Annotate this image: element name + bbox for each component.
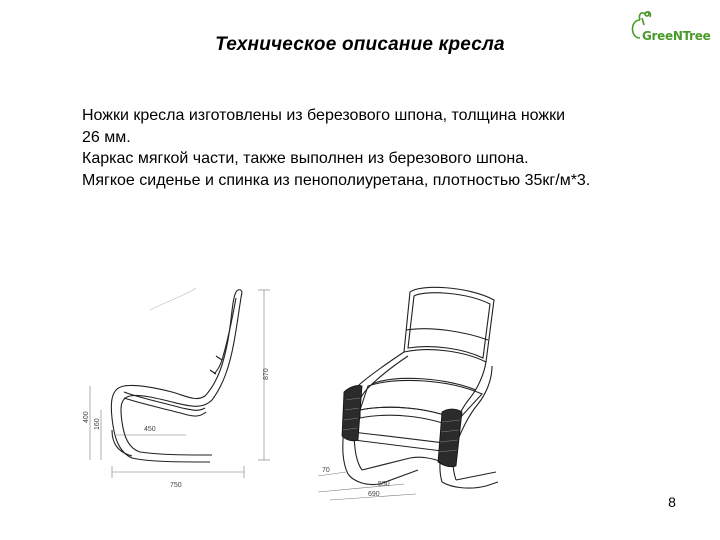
- dim-seat-height-top-label: 400: [83, 411, 90, 423]
- description-line: Ножки кресла изготовлены из березового шпона, толщина ножки: [82, 107, 566, 124]
- description-line: Мягкое сиденье и спинка из пенополиуретана, плотностью 35кг/м*3.: [82, 171, 591, 189]
- side-view-dimensions: [90, 288, 270, 478]
- chair-front-view: [343, 287, 498, 488]
- page-number: 8: [668, 494, 676, 510]
- dim-length-label: 750: [170, 482, 182, 489]
- chair-side-view: [111, 290, 242, 462]
- dim-b-label: 550: [378, 481, 390, 488]
- dim-seat-height-low-label: 160: [94, 418, 101, 430]
- armrest-pads: [342, 385, 462, 466]
- description-line: 26 мм.: [82, 128, 131, 146]
- dim-height-label: 870: [263, 368, 270, 380]
- right-armrest-pad: [438, 409, 462, 467]
- page-title: Техническое описание кресла: [215, 34, 505, 55]
- dim-seat-depth-label: 450: [144, 426, 156, 433]
- dim-c-label: 690: [368, 491, 380, 498]
- logo-text: GreeNTree: [642, 29, 711, 43]
- dim-a-label: 70: [322, 467, 330, 474]
- description-line: Каркас мягкой части, также выполнен из березового шпона.: [82, 150, 529, 167]
